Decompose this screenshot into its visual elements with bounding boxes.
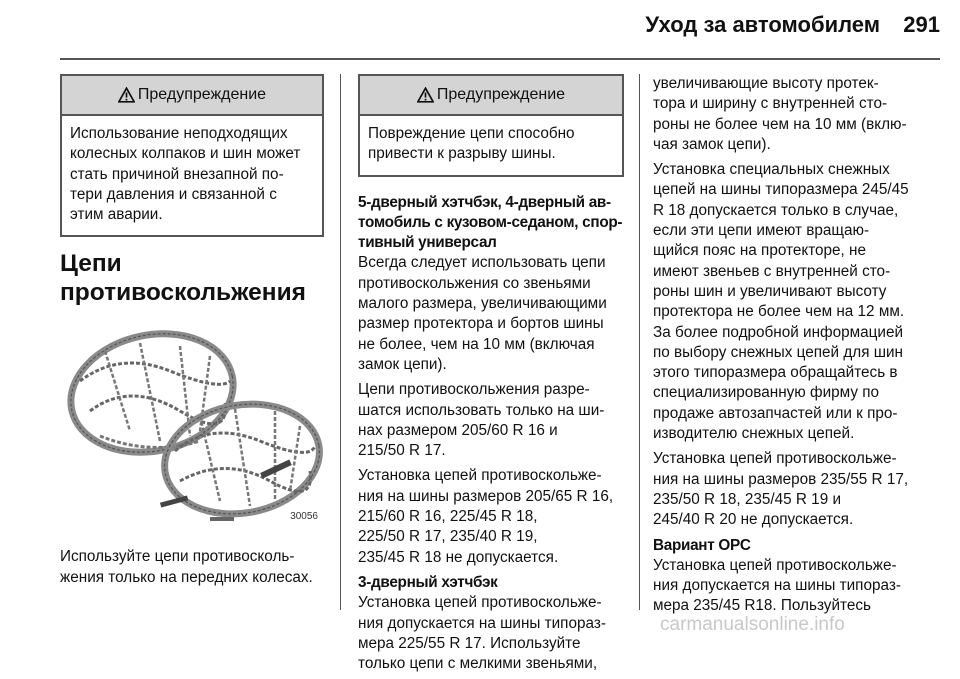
figure-number: 30056: [290, 511, 318, 523]
text-line: Установка цепей противоскольже-: [653, 556, 897, 574]
text-line: не более, чем на 10 мм (включая: [358, 335, 595, 353]
warning-box-2: [358, 74, 624, 177]
paragraph: [653, 74, 943, 155]
text-line: 5-дверный хэтчбэк, 4-дверный ав-: [358, 193, 611, 211]
title-line: Цепи: [60, 250, 122, 278]
subheading-3-door: 3-дверный хэтчбэк: [358, 573, 498, 591]
text-line: Цепи противоскольжения разре-: [358, 381, 590, 399]
column-divider-1: [340, 74, 341, 610]
warning-title: Предупреждение: [436, 85, 566, 103]
text-line: 225/50 R 17, 235/40 R 19,: [358, 528, 538, 546]
text-line: шатся использовать только на ши-: [358, 401, 605, 419]
text-line: томобиль с кузовом-седаном, спор-: [358, 213, 623, 231]
text-line: колесных колпаков и шин может: [70, 145, 301, 163]
text-line: если эти цепи имеют вращаю-: [653, 222, 870, 240]
text-line: тери давления и связанной с: [70, 185, 277, 203]
text-line: этого типоразмера обращайтесь в: [653, 364, 898, 382]
text-line: тивный универсал: [358, 234, 497, 252]
text-line: 235/45 R 18 не допускается.: [358, 548, 559, 566]
text-line: изводителю снежных цепей.: [653, 425, 855, 443]
text-line: замок цепи).: [358, 355, 447, 373]
text-line: Установка специальных снежных: [653, 161, 890, 179]
title-line: противоскольжения: [60, 279, 306, 307]
warning-header: [360, 76, 622, 116]
paragraph: [358, 593, 624, 674]
page-number: 291: [903, 12, 940, 37]
text-line: щийся пояс на протекторе, не: [653, 242, 867, 260]
column-2: [358, 74, 624, 679]
paragraph: [653, 449, 943, 530]
snow-chains-illustration: [60, 321, 324, 531]
text-line: нах размером 205/60 R 16 и: [358, 421, 558, 439]
text-line: стать причиной внезапной по-: [70, 165, 284, 183]
warning-header: [62, 76, 322, 116]
figure-caption: [60, 547, 324, 588]
text-line: цепей на шины типоразмера 245/45: [653, 181, 909, 199]
text-line: 215/50 R 17.: [358, 442, 446, 460]
warning-triangle-icon: [118, 87, 135, 103]
text-line: 215/60 R 16, 225/45 R 18,: [358, 508, 538, 526]
text-line: Использование неподходящих: [70, 125, 288, 142]
text-line: Повреждение цепи способно: [368, 125, 575, 142]
paragraph: [358, 253, 624, 375]
text-line: чая замок цепи).: [653, 135, 771, 153]
text-line: мера 225/55 R 17. Используйте: [358, 634, 581, 652]
section-title: [60, 249, 324, 307]
snow-chains-drawing: [60, 321, 324, 531]
text-line: ния допускается на шины типораз-: [653, 577, 901, 595]
text-line: привести к разрыву шины.: [368, 145, 556, 163]
text-line: этим аварии.: [70, 206, 163, 224]
text-line: по выбору снежных цепей для шин: [653, 343, 904, 361]
column-3: [653, 74, 943, 622]
text-line: 245/40 R 20 не допускается.: [653, 511, 854, 529]
text-line: протектора не более чем на 12 мм.: [653, 303, 905, 321]
text-line: только цепи с мелкими звеньями,: [358, 655, 598, 673]
text-line: ния допускается на шины типораз-: [358, 614, 606, 632]
text-line: имеют звеньев с внутренней сто-: [653, 262, 891, 280]
text-line: ния на шины размеров 235/55 R 17,: [653, 470, 909, 488]
text-line: R 18 допускается только в случае,: [653, 201, 899, 219]
warning-box-1: [60, 74, 324, 237]
column-divider-2: [639, 74, 640, 610]
text-line: Всегда следует использовать цепи: [358, 254, 606, 272]
text-line: малого размера, увеличивающими: [358, 295, 607, 313]
text-line: размер протектора и бортов шины: [358, 315, 604, 333]
text-line: специализированную фирму по: [653, 384, 880, 402]
paragraph: [653, 160, 943, 444]
subheading-opc: Вариант OPC: [653, 536, 751, 554]
paragraph: [358, 380, 624, 461]
text-line: жения только на передних колесах.: [60, 568, 313, 586]
text-line: увеличивающие высоту протек-: [653, 75, 879, 92]
text-line: тора и ширину с внутренней сто-: [653, 95, 888, 113]
paragraph: [653, 556, 943, 617]
header-rule: [60, 58, 940, 60]
text-line: Установка цепей противоскольже-: [358, 467, 602, 485]
warning-text: [62, 116, 322, 235]
text-line: продаже автозапчастей или к про-: [653, 404, 898, 422]
column-1: [60, 74, 324, 588]
text-line: 235/50 R 18, 235/45 R 19 и: [653, 490, 841, 508]
text-line: За более подробной информацией: [653, 323, 904, 341]
text-line: ния на шины размеров 205/65 R 16,: [358, 487, 614, 505]
text-line: роны не более чем на 10 мм (вклю-: [653, 115, 907, 133]
text-line: роны шин и увеличивают высоту: [653, 282, 887, 300]
warning-text: [360, 116, 622, 175]
watermark: carmanualsonline.info: [660, 614, 845, 635]
header-title: Уход за автомобилем: [645, 12, 880, 37]
subheading-5-door: [358, 193, 624, 254]
paragraph: [358, 466, 624, 567]
text-line: противоскольжения со звеньями: [358, 274, 591, 292]
text-line: Используйте цепи противосколь-: [60, 548, 295, 566]
text-line: Установка цепей противоскольже-: [653, 450, 897, 468]
text-line: Установка цепей противоскольже-: [358, 594, 602, 612]
warning-title: Предупреждение: [137, 85, 267, 103]
text-line: мера 235/45 R18. Пользуйтесь: [653, 597, 871, 615]
warning-triangle-icon: [417, 87, 434, 103]
